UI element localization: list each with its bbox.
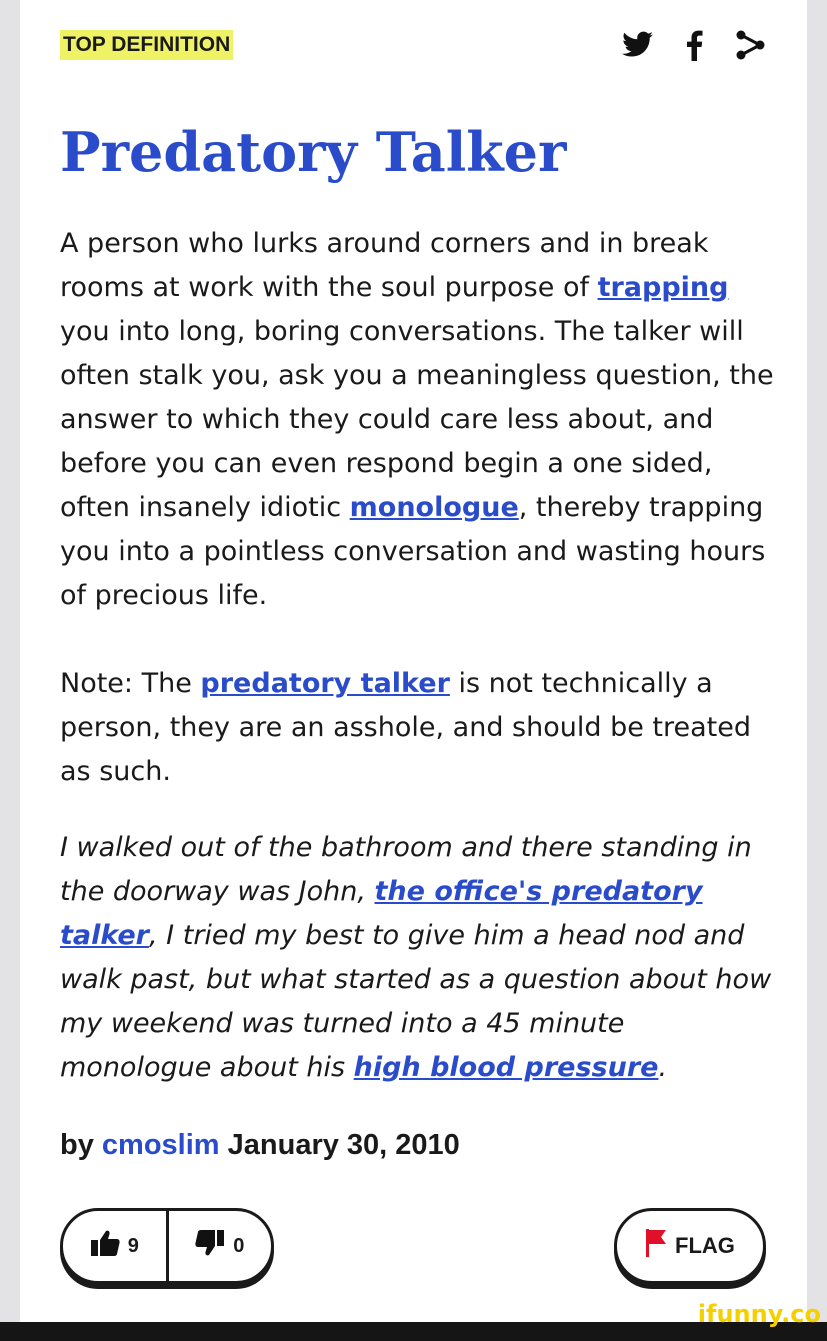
link-monologue[interactable]: monologue xyxy=(349,492,519,523)
definition-paragraph xyxy=(60,222,780,618)
flag-label: FLAG xyxy=(675,1233,735,1258)
example-text-segment: , I tried my best to give him a head nod and walk past, but what started as a question about how my weekend was turned into a 45 minute monologue about his xyxy=(60,920,772,1083)
definition-card xyxy=(20,0,807,1322)
thumbs-down-icon xyxy=(195,1229,225,1263)
top-definition-badge: TOP DEFINITION xyxy=(60,30,233,60)
link-office-predatory-talker[interactable]: the office's predatory talker xyxy=(60,876,703,951)
upvote-button[interactable] xyxy=(63,1211,169,1281)
definition-note xyxy=(60,662,780,794)
facebook-icon[interactable] xyxy=(677,28,711,62)
post-date: January 30, 2010 xyxy=(219,1129,460,1161)
vote-buttons xyxy=(60,1208,274,1284)
ifunny-watermark: ifunny.co xyxy=(697,1300,821,1328)
link-predatory-talker[interactable]: predatory talker xyxy=(200,668,450,699)
byline xyxy=(60,1124,460,1166)
author-link[interactable]: cmoslim xyxy=(101,1129,220,1161)
definition-text-segment: , thereby trapping you into a pointless conversation and wasting hours of precious life. xyxy=(60,492,766,611)
thumbs-up-icon xyxy=(90,1229,120,1263)
definition-text xyxy=(60,222,780,838)
word-title[interactable]: Predatory Talker xyxy=(60,120,567,184)
definition-text-segment: is not technically a person, they are an asshole, and should be treated as such. xyxy=(60,668,751,787)
share-icon[interactable] xyxy=(733,28,767,62)
downvote-count: 0 xyxy=(233,1234,245,1257)
example-text-segment: . xyxy=(658,1052,668,1083)
example-text-segment: I walked out of the bathroom and there standing in the doorway was John, xyxy=(60,832,752,907)
definition-text-segment: you into long, boring conversations. The talker will often stalk you, ask you a meaningless question, the answer to which they could care less about, and before you can even respond begin a one sided, often insanely idiotic xyxy=(60,316,774,523)
link-high-blood-pressure[interactable]: high blood pressure xyxy=(353,1052,659,1083)
share-bar xyxy=(621,28,767,62)
red-flag-icon xyxy=(645,1228,667,1264)
definition-text-segment: Note: The xyxy=(60,668,201,699)
definition-text-segment: A person who lurks around corners and in break rooms at work with the soul purpose of xyxy=(60,228,709,303)
card-header xyxy=(60,28,767,64)
twitter-icon[interactable] xyxy=(621,28,655,62)
downvote-button[interactable] xyxy=(169,1211,272,1281)
link-trapping[interactable]: trapping xyxy=(597,272,729,303)
byline-by: by xyxy=(60,1129,102,1161)
example-text xyxy=(60,826,780,1090)
upvote-count: 9 xyxy=(127,1234,139,1257)
flag-button[interactable] xyxy=(614,1208,766,1284)
